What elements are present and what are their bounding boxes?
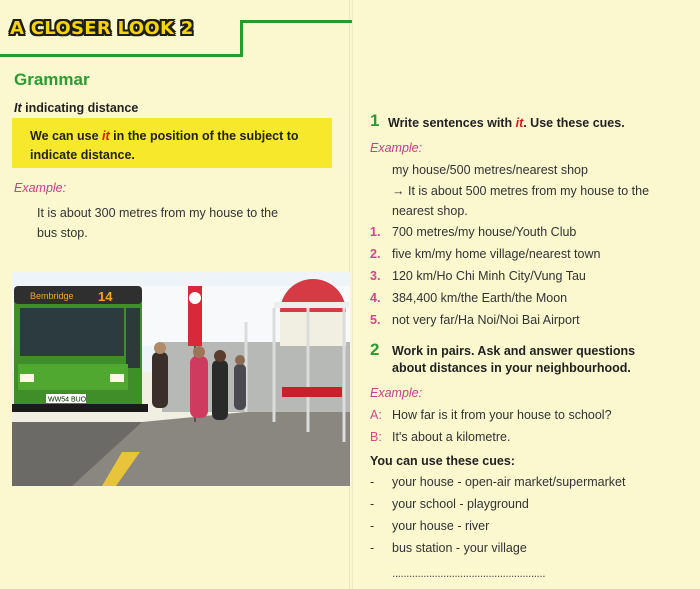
- exercise-1-item-number: 5.: [370, 313, 381, 327]
- blank-answer-line: ......................................................: [392, 566, 546, 580]
- grammar-example-label: Example:: [14, 181, 67, 195]
- rule-text-1: We can use: [30, 129, 103, 143]
- bus-destination-sign: Bembridge: [30, 291, 74, 301]
- exercise-1-example-answer-1: → It is about 500 metres from my house to the: [392, 184, 650, 198]
- banner-rule-bottom: [0, 54, 243, 57]
- exercise-1-number: 1: [370, 111, 380, 130]
- cue-text: your school - playground: [392, 497, 529, 511]
- rule-it: it: [102, 129, 110, 143]
- grammar-example-line-1: It is about 300 metres from my house to the: [37, 206, 279, 220]
- exercise-2-instruction-line-2: about distances in your neighbourhood.: [392, 361, 631, 375]
- sub-heading-rest: indicating distance: [25, 101, 139, 115]
- exercise-1-item-text: 120 km/Ho Chi Minh City/Vung Tau: [392, 269, 586, 283]
- grammar-heading: Grammar: [14, 70, 90, 89]
- bus-stop-photo: [12, 272, 350, 486]
- lesson-title: A CLOSER LOOK 2: [10, 18, 194, 39]
- exercise-1-item-text: 700 metres/my house/Youth Club: [392, 225, 577, 239]
- bus-number-sign: 14: [98, 289, 113, 304]
- lesson-banner: [0, 4, 352, 60]
- banner-rule-top: [240, 20, 352, 23]
- grammar-example-line-2: bus stop.: [37, 226, 88, 240]
- bus: [12, 286, 148, 412]
- exercise-1-item-number: 2.: [370, 247, 381, 261]
- ex1-instruction-part2: . Use these cues.: [523, 116, 625, 130]
- exercise-2-example-label: Example:: [370, 386, 423, 400]
- ex1-instruction-part1: Write sentences with: [388, 116, 516, 130]
- exercise-1-instruction: [388, 114, 625, 132]
- exercise-1-example-cue: my house/500 metres/nearest shop: [392, 163, 588, 177]
- cue-text: your house - river: [392, 519, 490, 533]
- cue-text: your house - open-air market/supermarket: [392, 475, 626, 489]
- dialogue-speaker: A:: [370, 408, 382, 422]
- grammar-rule-box: [12, 118, 332, 168]
- dialogue-speaker: B:: [370, 430, 382, 444]
- exercise-2-instruction-line-1: Work in pairs. Ask and answer questions: [392, 344, 636, 358]
- rule-text-2: in the position of the subject to indicate distance.: [30, 129, 299, 162]
- cue-dash: -: [370, 519, 375, 533]
- banner-rule-vertical: [240, 20, 243, 56]
- cue-dash: -: [370, 497, 375, 511]
- bus-plate: WW54 BUO: [48, 396, 87, 404]
- dialogue-line: How far is it from your house to school?: [392, 408, 612, 422]
- exercise-1-example-label: Example:: [370, 141, 423, 155]
- exercise-1-item-number: 1.: [370, 225, 381, 239]
- exercise-1-item-text: not very far/Ha Noi/Noi Bai Airport: [392, 313, 580, 327]
- exercise-1-item-text: five km/my home village/nearest town: [392, 247, 601, 261]
- sub-heading-it: It: [14, 101, 22, 115]
- dialogue-line: It's about a kilometre.: [392, 430, 511, 444]
- ex1-instruction-it: it: [515, 116, 524, 130]
- cues-heading: You can use these cues:: [370, 454, 515, 468]
- exercise-1-example-answer-2: nearest shop.: [392, 204, 468, 218]
- exercise-2-number: 2: [370, 340, 380, 359]
- exercise-1-item-number: 3.: [370, 269, 381, 283]
- cue-dash: -: [370, 475, 375, 489]
- cue-dash: -: [370, 541, 375, 555]
- exercise-1-item-number: 4.: [370, 291, 381, 305]
- cue-text: bus station - your village: [392, 541, 527, 555]
- grammar-sub-heading: [14, 101, 138, 115]
- exercise-1-item-text: 384,400 km/the Earth/the Moon: [392, 291, 568, 305]
